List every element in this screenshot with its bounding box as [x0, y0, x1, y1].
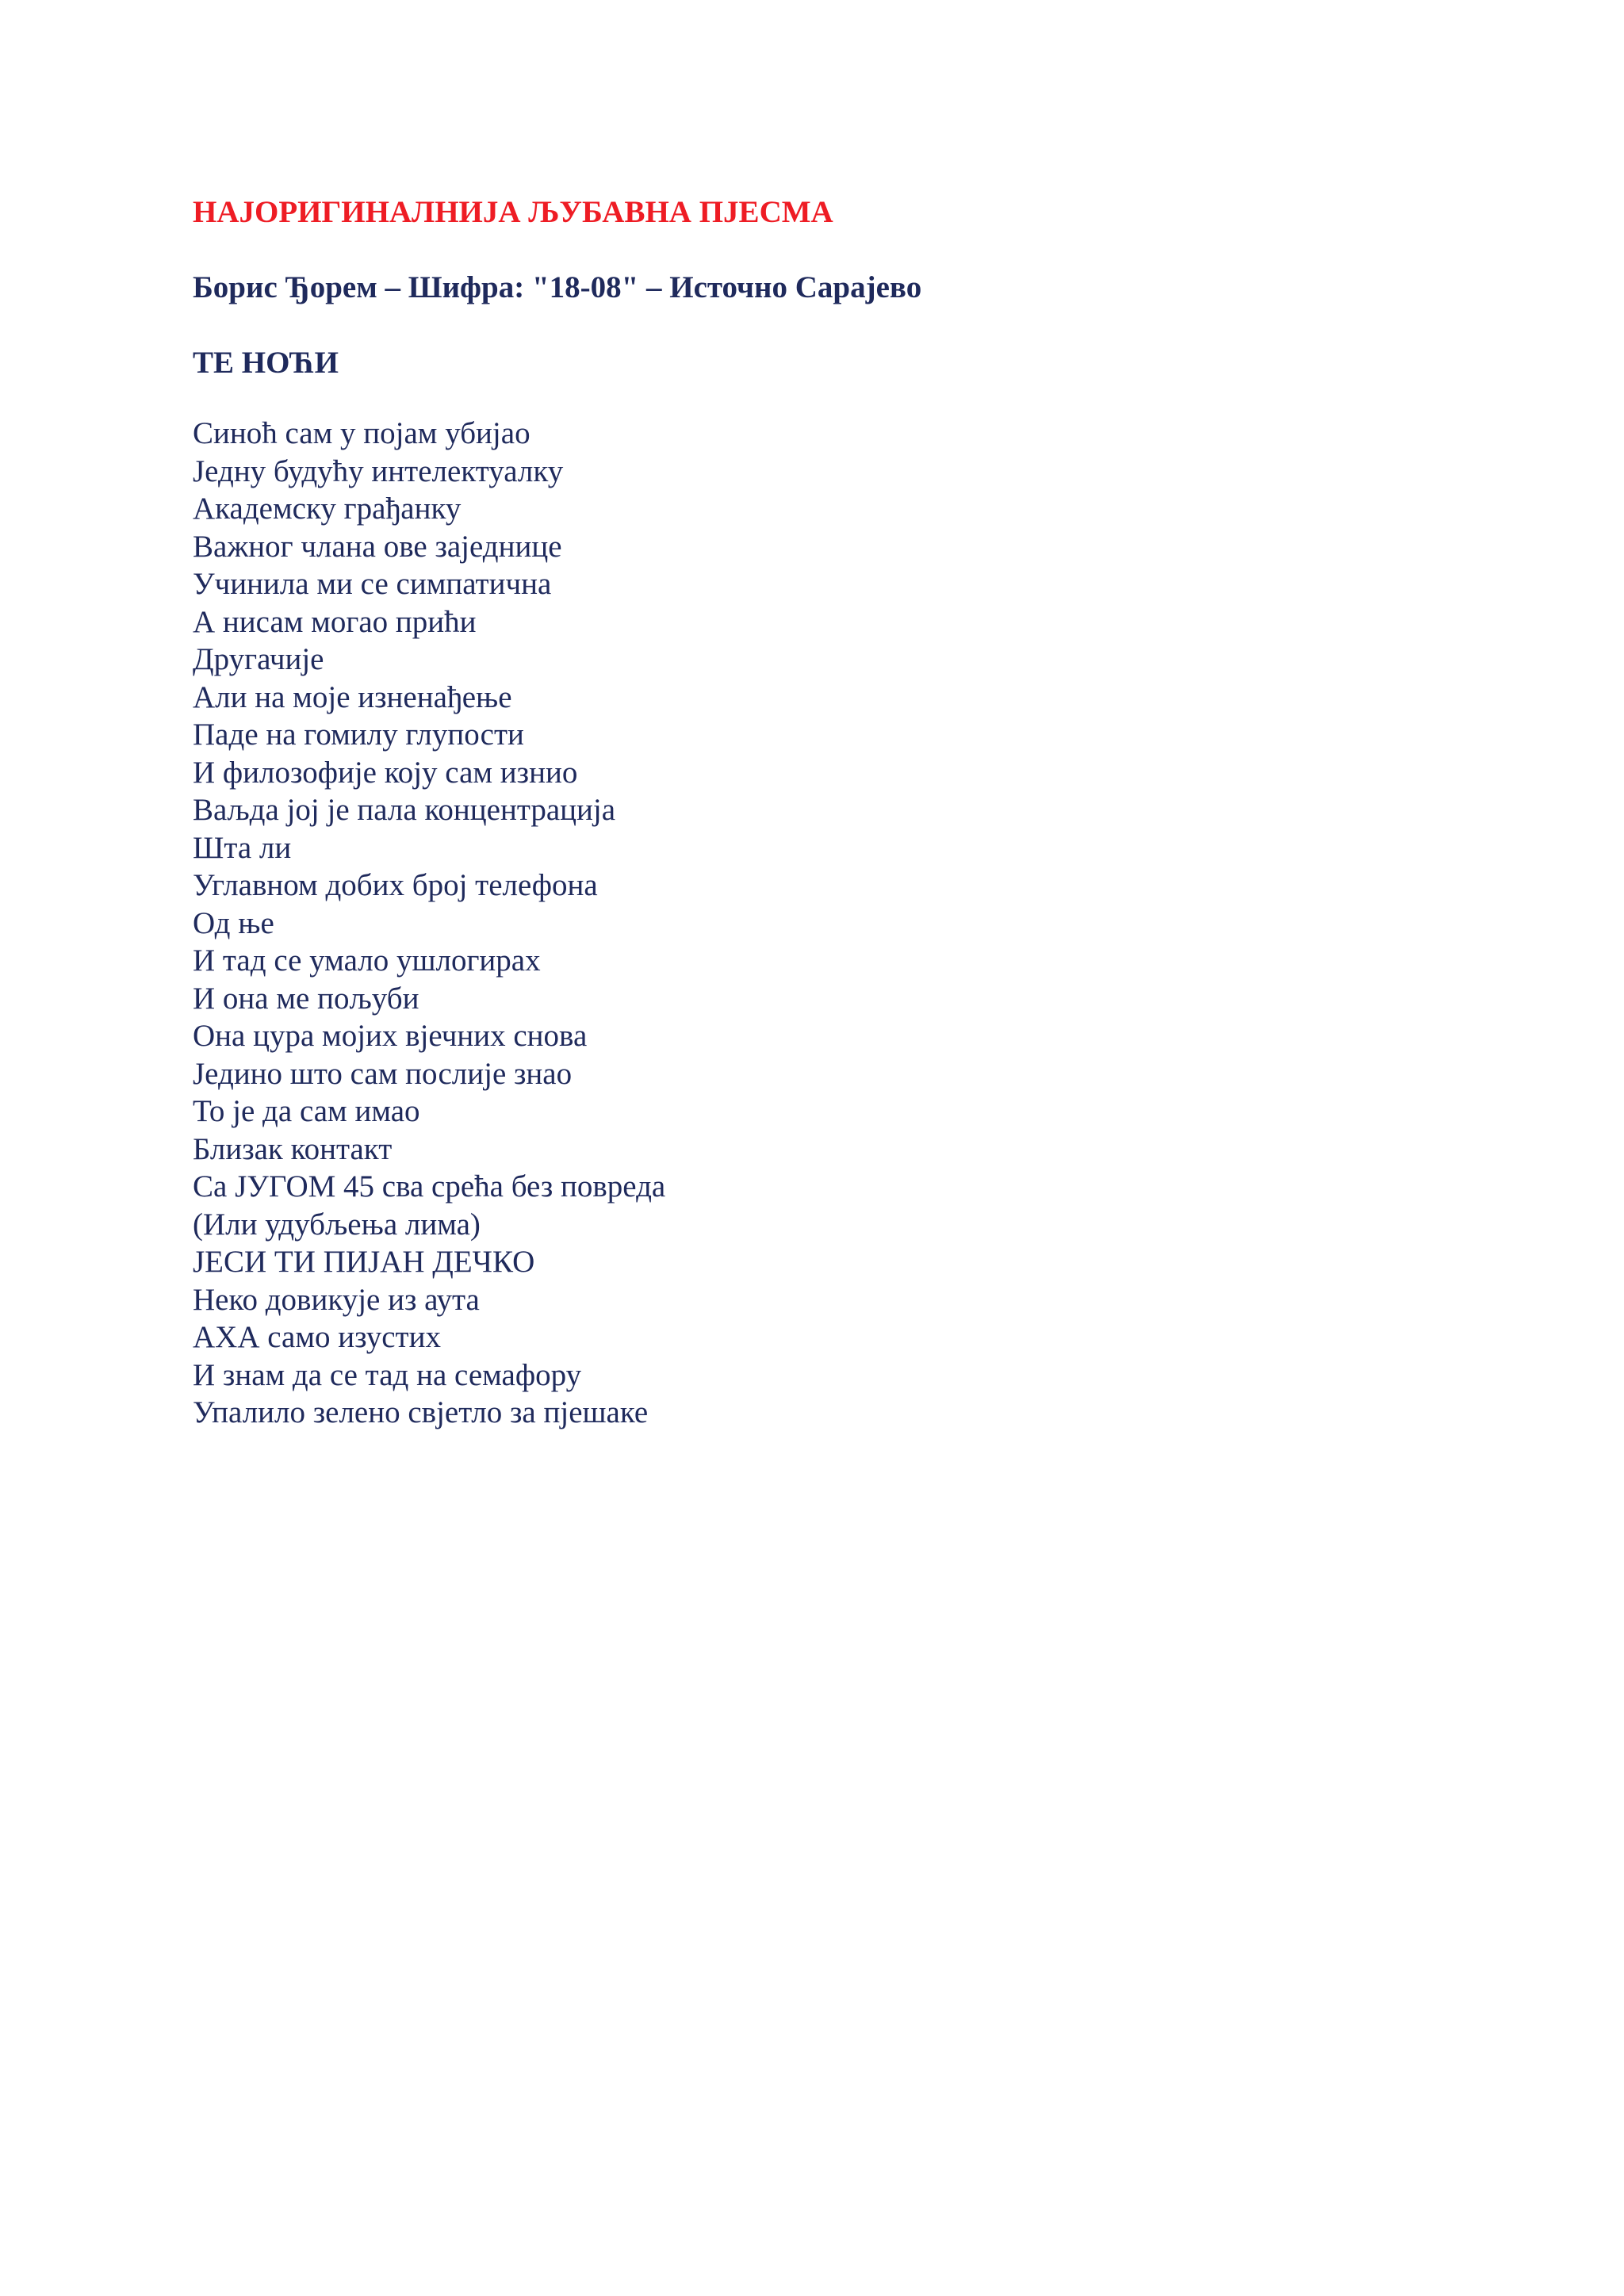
- poem-line: Ваљда јој је пала концентрација: [193, 793, 616, 827]
- poem-body: [193, 415, 1501, 1432]
- poem-line: АХА само изустих: [193, 1320, 441, 1354]
- poem-line: Шта ли: [193, 830, 292, 865]
- poem-line: Важног члана ове заједнице: [193, 529, 562, 564]
- poem-line: Једну будућу интелектуалку: [193, 453, 564, 488]
- poem-line: А нисам могао прићи: [193, 604, 477, 639]
- poem-line: Углавном добих број телефона: [193, 868, 598, 902]
- poem-line: Али на моје изненађење: [193, 679, 512, 714]
- poem-line: И тад се умало ушлогирах: [193, 943, 541, 978]
- poem-line: ЈЕСИ ТИ ПИЈАН ДЕЧКО: [193, 1245, 535, 1279]
- poem-line: Паде на гомилу глупости: [193, 718, 524, 752]
- poem-line: Учинила ми се симпатична: [193, 567, 552, 601]
- document-content: [193, 189, 1501, 1432]
- poem-line: И она ме пољуби: [193, 981, 419, 1016]
- document-title: НАЈОРИГИНАЛНИЈА ЉУБАВНА ПЈЕСМА: [193, 195, 833, 229]
- poem-line: Синоћ сам у појам убијао: [193, 416, 530, 450]
- poem-line: Од ње: [193, 905, 274, 940]
- poem-line: Другачије: [193, 642, 324, 676]
- poem-line: (Или удубљења лима): [193, 1207, 481, 1242]
- poem-title: ТЕ НОЋИ: [193, 346, 339, 380]
- poem-line: Неко довикује из аута: [193, 1282, 480, 1317]
- poem-line: Са ЈУГОМ 45 сва срећа без повреда: [193, 1169, 666, 1203]
- poem-line: Академску грађанку: [193, 492, 462, 526]
- poem-line: Једино што сам послије знао: [193, 1056, 573, 1091]
- poem-line: Близак контакт: [193, 1131, 393, 1166]
- poem-line: Упалило зелено свјетло за пјешаке: [193, 1395, 649, 1429]
- poem-line: И знам да се тад на семафору: [193, 1357, 582, 1392]
- poem-line: И филозофије коју сам изнио: [193, 755, 578, 790]
- poem-line: То је да сам имао: [193, 1094, 420, 1128]
- poem-line: Она цура мојих вјечних снова: [193, 1019, 588, 1053]
- author-line: Борис Ђорем – Шифра: "18-08" – Источно Сарајево: [193, 270, 922, 304]
